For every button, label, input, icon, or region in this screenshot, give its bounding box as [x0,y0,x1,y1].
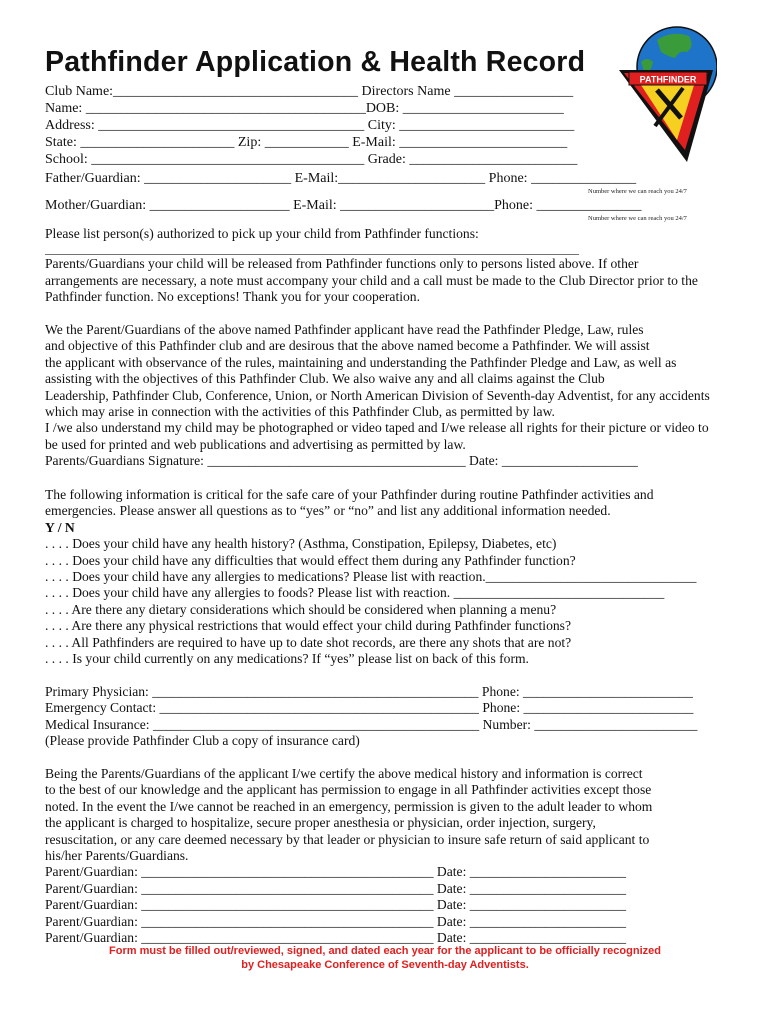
father-guardian-field[interactable]: Father/Guardian: _____________________ E-Mail:_____________________ Phone: _______________ [45,171,637,186]
parent-guardian-signature[interactable]: Parent/Guardian: ___________________________________________ Date: _______________________ [45,930,627,946]
name-field[interactable]: Name: ________________________________________DOB: _______________________ [45,101,564,116]
parent-guardian-signature[interactable]: Parent/Guardian: ___________________________________________ Date: _______________________ [45,897,627,913]
agreement-line: We the Parent/Guardians of the above named Pathfinder applicant have read the Pathfinder Pledge, Law, rules [45,322,644,337]
health-intro-line: emergencies. Please answer all questions as to “yes” or “no” and list any additional information needed. [45,503,611,519]
consent-line: Being the Parents/Guardians of the applicant I/we certify the above medical history and information is correct [45,766,643,781]
consent-section [45,766,735,946]
parent-guardian-signature[interactable]: Parent/Guardian: ___________________________________________ Date: _______________________ [45,864,627,880]
mother-guardian-field[interactable]: Mother/Guardian: ____________________ E-Mail: ______________________Phone: _______________ [45,198,642,213]
parent-guardian-signature[interactable]: Parent/Guardian: ___________________________________________ Date: _______________________ [45,913,627,929]
logo-text: PATHFINDER [639,74,697,85]
health-question[interactable]: . . . . Does your child have any health history? (Asthma, Constipation, Epilepsy, Diabetes, etc) [45,536,557,552]
consent-line: noted. In the event the I/we cannot be reached in an emergency, permission is given to the adult leader to whom [45,798,653,814]
health-question[interactable]: . . . . Does your child have any difficulties that would effect them during any Pathfinder function? [45,552,576,568]
health-question[interactable]: . . . . Does your child have any allergies to foods? Please list with reaction. _______________________________ [45,585,665,601]
mother-phone-hint: Number where we can reach you 24/7 [588,215,687,222]
health-question[interactable]: . . . . Are there any dietary considerations which should be considered when planning a menu? [45,601,557,617]
agreement-line: assisting with the objectives of this Pathfinder Club. We also waive any and all claims against the Club [45,371,605,387]
pathfinder-logo [617,22,717,167]
agreement-line: and objective of this Pathfinder club and are desirous that the above named become a Pathfinder. We will assist [45,338,650,354]
consent-line: resuscitation, or any care deemed necessary by that leader or physician to insure safe return of said applicant to [45,831,650,847]
footer-notice [0,944,770,972]
medical-insurance-field[interactable]: Medical Insurance: ________________________________________________ Number: ________________________ [45,716,698,732]
consent-line: the applicant is charged to hospitalize, secure proper anesthesia or physician, order injection, surgery, [45,815,596,831]
yes-no-header: Y / N [45,519,75,535]
agreement-line: be used for printed and web publications and advertising as permitted by law. [45,436,466,452]
parent-signature-field[interactable]: Parents/Guardians Signature: ______________________________________ Date: ____________________ [45,453,638,469]
health-question[interactable]: . . . . Does your child have any allergies to medications? Please list with reaction._______________________________ [45,569,697,585]
page-title: Pathfinder Application & Health Record [45,46,586,78]
consent-line: to the best of our knowledge and the applicant has permission to engage in all Pathfinder activities except those [45,782,652,798]
agreement-line: I /we also understand my child may be photographed or video taped and I/we release all rights for their picture or video to [45,420,709,436]
health-section [45,487,735,667]
agreement-line: Leadership, Pathfinder Club, Conference, Union, or North American Division of Seventh-day Adventist, for any accidents [45,387,710,403]
agreement-section [45,322,735,470]
footer-line: Form must be filled out/reviewed, signed, and dated each year for the applicant to be officially recognized [109,945,661,957]
footer-line: by Chesapeake Conference of Seventh-day Adventists. [241,959,529,971]
health-question[interactable]: . . . . Is your child currently on any medications? If “yes” please list on back of this form. [45,651,529,667]
primary-physician-field[interactable]: Primary Physician: ________________________________________________ Phone: _________________________ [45,684,693,699]
state-field[interactable]: State: ______________________ Zip: ____________ E-Mail: ________________________ [45,135,568,150]
pickup-text-line: Pathfinder function. No exceptions! Thank you for your cooperation. [45,289,420,305]
insurance-card-note: (Please provide Pathfinder Club a copy of insurance card) [45,733,360,749]
club-name-field[interactable]: Club Name:___________________________________ Directors Name _________________ [45,84,574,99]
agreement-line: the applicant with observance of the rules, maintaining and understanding the Pathfinder Pledge and Law, as well as [45,354,677,370]
pickup-prompt: Please list person(s) authorized to pick up your child from Pathfinder functions: [45,226,479,241]
parent-guardian-signature[interactable]: Parent/Guardian: ___________________________________________ Date: _______________________ [45,880,627,896]
emergency-contact-field[interactable]: Emergency Contact: _______________________________________________ Phone: _________________________ [45,700,694,716]
address-field[interactable]: Address: ______________________________________ City: _________________________ [45,118,575,133]
health-intro-line: The following information is critical for the safe care of your Pathfinder during routine Pathfinder activities and [45,487,654,502]
health-question[interactable]: . . . . Are there any physical restrictions that would effect your child during Pathfinder functions? [45,618,571,634]
pickup-section [45,226,735,306]
pickup-line[interactable]: _________________________________________________________________________________________ [45,242,579,257]
agreement-line: which may arise in connection with the activities of this Pathfinder Club, as permitted by law. [45,404,555,420]
pickup-text-line: Parents/Guardians your child will be released from Pathfinder functions only to persons listed above. If other [45,256,639,272]
consent-line: his/her Parents/Guardians. [45,848,189,864]
health-question[interactable]: . . . . All Pathfinders are required to have up to date shot records, are there any shots that are not? [45,634,572,650]
medical-section [45,684,735,750]
school-field[interactable]: School: _______________________________________ Grade: ________________________ [45,152,578,167]
pickup-text-line: arrangements are necessary, a note must accompany your child and a call must be made to the Club Director prior to the [45,272,698,288]
father-phone-hint: Number where we can reach you 24/7 [588,188,687,195]
